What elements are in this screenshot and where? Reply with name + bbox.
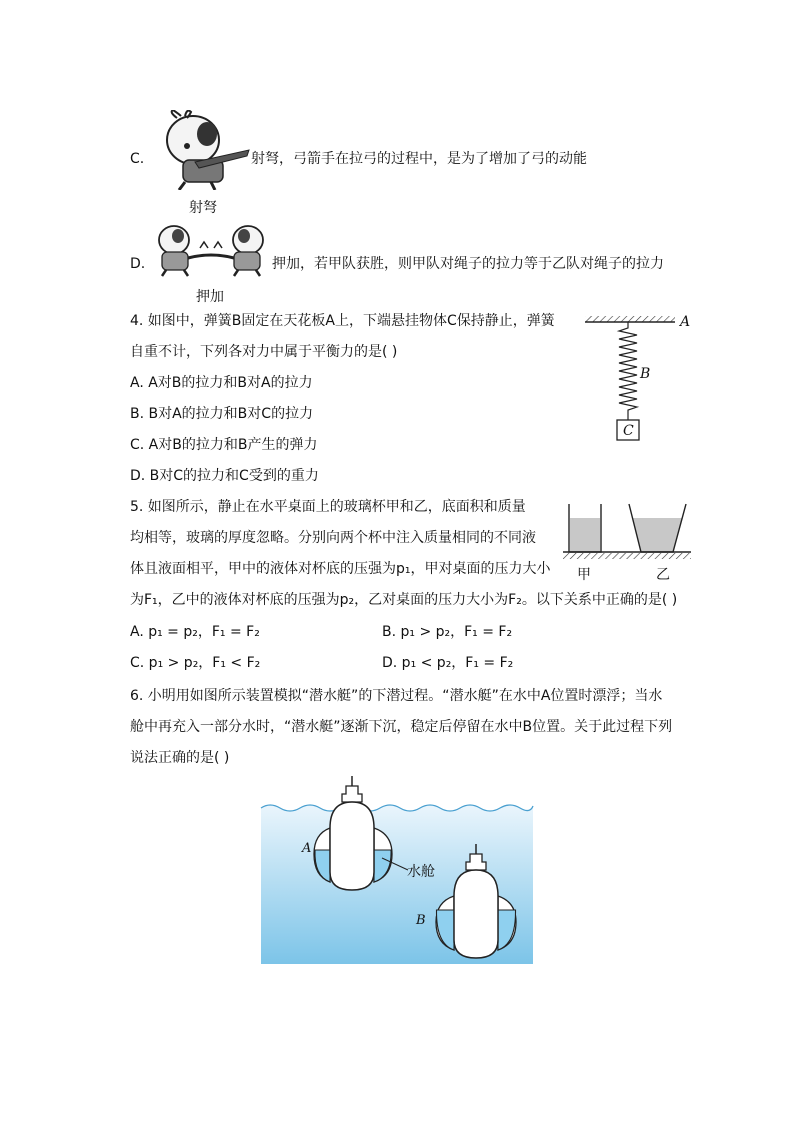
cup-jia-liquid bbox=[570, 518, 600, 552]
label-jia: 甲 bbox=[577, 567, 591, 583]
q5-stem-line3: 体且液面相平，甲中的液体对杯底的压强为p₁，甲对桌面的压力大小 bbox=[130, 561, 551, 577]
archer-cartoon-image bbox=[155, 110, 251, 190]
q6-stem-line3: 说法正确的是( ) bbox=[130, 750, 230, 766]
submarine-a bbox=[314, 776, 392, 890]
spring-figure bbox=[583, 310, 695, 444]
submarine-figure bbox=[260, 772, 534, 966]
q4-stem-line1: 4. 如图中，弹簧B固定在天花板A上，下端悬挂物体C保持静止，弹簧 bbox=[130, 313, 555, 329]
q5-stem-line2: 均相等，玻璃的厚度忽略。分别向两个杯中注入质量相同的不同液 bbox=[130, 530, 536, 546]
q4-option-a: A. A对B的拉力和B对A的拉力 bbox=[130, 375, 313, 391]
q5-option-a: A. p₁ = p₂，F₁ = F₂ bbox=[130, 624, 260, 640]
label-b: B bbox=[640, 366, 651, 382]
label-yi: 乙 bbox=[656, 567, 670, 583]
q5-stem-line4: 为F₁，乙中的液体对杯底的压强为p₂，乙对桌面的压力大小为F₂。以下关系中正确的是( ) bbox=[130, 592, 678, 608]
q5-option-c: C. p₁ > p₂，F₁ < F₂ bbox=[130, 655, 261, 671]
label-water-tank: 水舱 bbox=[407, 864, 435, 880]
q6-stem-line1: 6. 小明用如图所示装置模拟“潜水艇”的下潜过程。“潜水艇”在水中A位置时漂浮；当水 bbox=[130, 688, 663, 704]
q4-option-d: D. B对C的拉力和C受到的重力 bbox=[130, 468, 319, 484]
option-c-text: 射弩，弓箭手在拉弓的过程中，是为了增加了弓的动能 bbox=[251, 151, 587, 167]
option-c-caption: 射弩 bbox=[189, 200, 217, 216]
q6-stem-line2: 舱中再充入一部分水时，“潜水艇”逐渐下沉，稳定后停留在水中B位置。关于此过程下列 bbox=[130, 719, 673, 735]
q4-option-c: C. A对B的拉力和B产生的弹力 bbox=[130, 437, 318, 453]
glass-cups-figure bbox=[563, 502, 693, 584]
q5-stem-line1: 5. 如图所示，静止在水平桌面上的玻璃杯甲和乙，底面积和质量 bbox=[130, 499, 526, 515]
option-d-caption: 押加 bbox=[196, 289, 224, 305]
label-c: C bbox=[623, 423, 634, 439]
label-sub-a: A bbox=[302, 841, 312, 856]
ceiling-hatch bbox=[585, 316, 675, 322]
option-d-letter: D. bbox=[130, 256, 146, 272]
q5-option-b: B. p₁ > p₂，F₁ = F₂ bbox=[382, 624, 513, 640]
q4-stem-line2: 自重不计，下列各对力中属于平衡力的是( ) bbox=[130, 344, 398, 360]
option-c-letter: C. bbox=[130, 151, 145, 167]
tug-of-war-cartoon-image bbox=[152, 222, 270, 278]
option-d-text: 押加，若甲队获胜，则甲队对绳子的拉力等于乙队对绳子的拉力 bbox=[272, 256, 664, 272]
label-a: A bbox=[680, 314, 691, 330]
label-sub-b: B bbox=[416, 913, 426, 928]
spring-coil bbox=[619, 322, 637, 420]
q4-option-b: B. B对A的拉力和B对C的拉力 bbox=[130, 406, 314, 422]
q5-option-d: D. p₁ < p₂，F₁ = F₂ bbox=[382, 655, 514, 671]
